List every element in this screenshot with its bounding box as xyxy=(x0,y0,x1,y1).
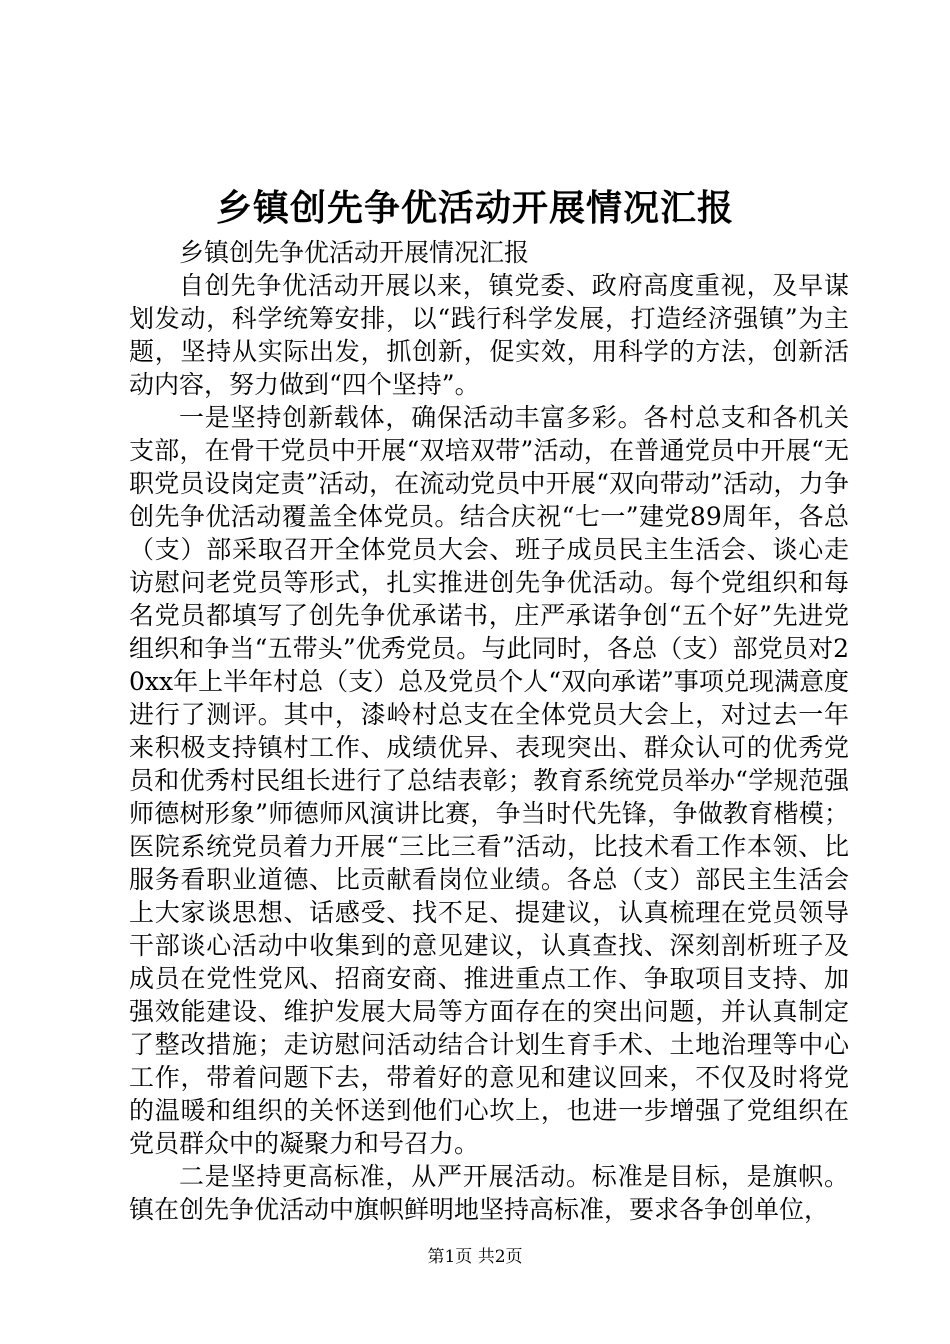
paragraph-first-point: 一是坚持创新载体，确保活动丰富多彩。各村总支和各机关支部，在骨干党员中开展“双培双带”活动，在普通党员中开展“无职党员设岗定责”活动，在流动党员中开展“双向带动”活动，力争创先争优活动覆盖全体党员。结合庆祝“七一”建党89周年，各总（支）部采取召开全体党员大会、班子成员民主生活会、谈心走访慰问老党员等形式，扎实推进创先争优活动。每个党组织和每名党员都填写了创先争优承诺书，庄严承诺争创“五个好”先进党组织和争当“五带头”优秀党员。与此同时，各总（支）部党员对20xx年上半年村总（支）总及党员个人“双向承诺”事项兑现满意度进行了测评。其中，漆岭村总支在全体党员大会上，对过去一年来积极支持镇村工作、成绩优异、表现突出、群众认可的优秀党员和优秀村民组长进行了总结表彰；教育系统党员举办“学规范强师德树形象”师德师风演讲比赛，争当时代先锋，争做教育楷模；医院系统党员着力开展“三比三看”活动，比技术看工作本领、比服务看职业道德、比贡献看岗位业绩。各总（支）部民主生活会上大家谈思想、话感受、找不足、提建议，认真梳理在党员领导干部谈心活动中收集到的意见建议，认真查找、深刻剖析班子及成员在党性党风、招商安商、推进重点工作、争取项目支持、加强效能建设、维护发展大局等方面存在的突出问题，并认真制定了整改措施；走访慰问活动结合计划生育手术、土地治理等中心工作，带着问题下去，带着好的意见和建议回来，不仅及时将党的温暖和组织的关怀送到他们心坎上，也进一步增强了党组织在党员群众中的凝聚力和号召力。 xyxy=(129,403,849,1158)
page-number-footer: 第1页 共2页 xyxy=(427,1247,523,1267)
paragraph-second-point: 二是坚持更高标准，从严开展活动。标准是目标，是旗帜。镇在创先争优活动中旗帜鲜明地坚持高标准，要求各争创单位， xyxy=(129,1162,849,1224)
paragraph-subtitle: 乡镇创先争优活动开展情况汇报 xyxy=(179,238,530,267)
paragraph-intro: 自创先争优活动开展以来，镇党委、政府高度重视，及早谋划发动，科学统筹安排，以“践行科学发展，打造经济强镇”为主题，坚持从实际出发，抓创新，促实效，用科学的方法，创新活动内容，努力做到“四个坚持”。 xyxy=(129,271,849,399)
document-title: 乡镇创先争优活动开展情况汇报 xyxy=(215,187,734,229)
document-body xyxy=(129,236,849,1226)
